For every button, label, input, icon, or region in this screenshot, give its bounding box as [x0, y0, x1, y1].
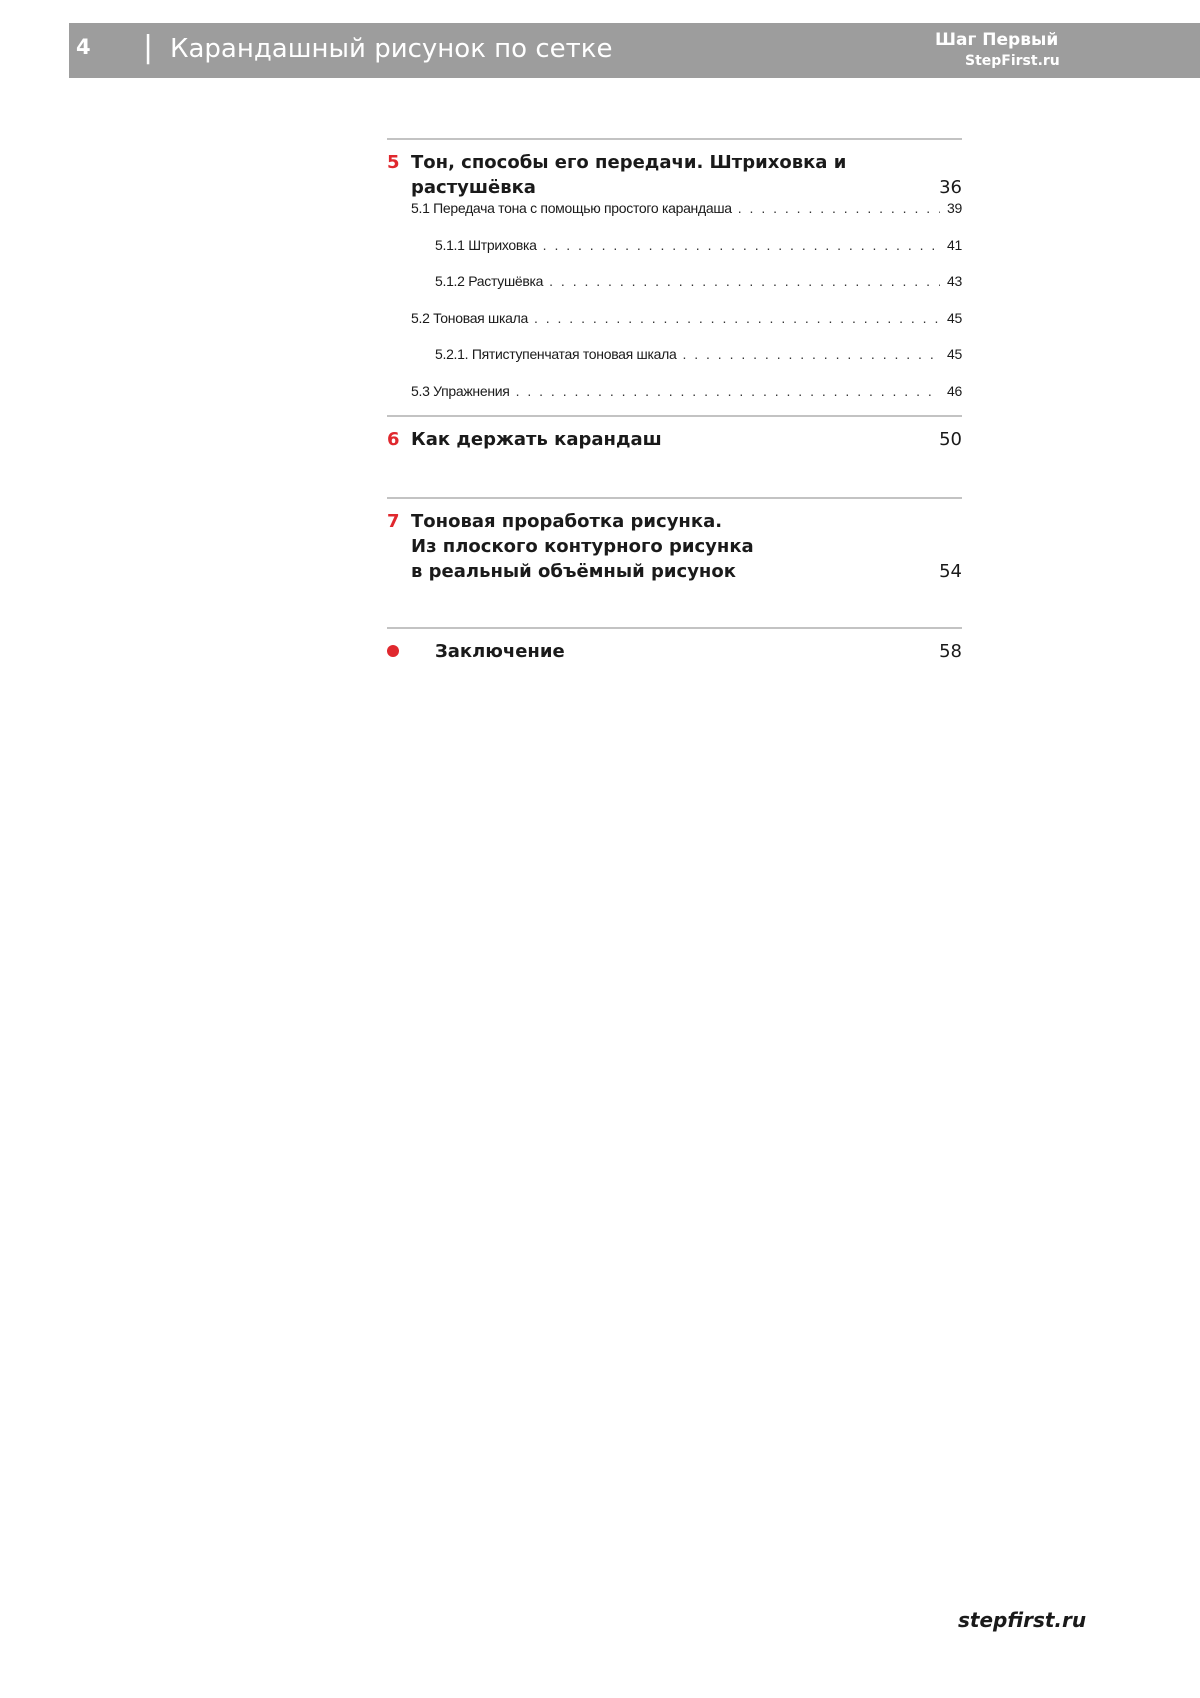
toc-section-heading[interactable]: [387, 417, 962, 452]
toc-section-5: [387, 138, 962, 415]
dot-leader: [549, 273, 940, 289]
section-number: 7: [387, 511, 400, 532]
section-page: 58: [939, 641, 962, 662]
toc-item-page: 39: [947, 200, 962, 216]
section-title: Тоновая проработка рисунка. Из плоского контурного рисунка в реальный объёмный рисунок: [411, 511, 754, 582]
section-page: 36: [939, 177, 962, 198]
page-number: 4: [76, 35, 91, 59]
brand-name: Шаг Первый: [935, 30, 1059, 50]
toc-section-6: [387, 415, 962, 497]
toc-item-label: 5.2 Тоновая шкала: [411, 309, 528, 326]
section-page: 50: [939, 429, 962, 450]
toc-section-7: [387, 497, 962, 627]
section-title: Заключение: [435, 641, 565, 662]
toc-item[interactable]: [387, 200, 962, 237]
dot-leader: [516, 383, 940, 399]
dot-leader: [682, 346, 940, 362]
dot-leader: [534, 310, 940, 326]
section-number: 6: [387, 429, 400, 450]
toc-section-heading[interactable]: [387, 140, 962, 200]
toc-item[interactable]: [387, 237, 962, 274]
page-header: [69, 23, 1200, 78]
section-number: 5: [387, 152, 400, 173]
dot-leader: [738, 200, 940, 216]
toc-item-label: 5.1.1 Штриховка: [435, 236, 537, 253]
section-title: Тон, способы его передачи. Штриховка и растушёвка: [411, 152, 847, 198]
toc-item[interactable]: [387, 273, 962, 310]
toc-section-heading[interactable]: [387, 499, 962, 584]
toc-item-label: 5.1 Передача тона с помощью простого карандаша: [411, 200, 732, 216]
dot-leader: [543, 237, 940, 253]
header-separator: |: [143, 30, 154, 65]
toc-item-label: 5.1.2 Растушёвка: [435, 273, 544, 289]
toc-item-page: 45: [947, 309, 962, 326]
brand-site: StepFirst.ru: [965, 53, 1060, 69]
section-page: 54: [939, 561, 962, 582]
footer-site: stepfirst.ru: [958, 1608, 1087, 1632]
toc-item-label: 5.3 Упражнения: [411, 382, 510, 399]
toc-conclusion: [387, 627, 962, 689]
toc-item[interactable]: [387, 346, 962, 383]
toc-item-page: 43: [947, 273, 962, 289]
toc-item[interactable]: [387, 310, 962, 347]
toc-item[interactable]: [387, 383, 962, 420]
toc-item-label: 5.2.1. Пятиступенчатая тоновая шкала: [435, 346, 677, 362]
section-title: Как держать карандаш: [411, 429, 662, 450]
table-of-contents: [387, 138, 962, 689]
toc-section-heading[interactable]: [387, 629, 962, 664]
toc-item-page: 45: [947, 346, 962, 362]
toc-item-page: 46: [947, 382, 962, 399]
document-title: Карандашный рисунок по сетке: [170, 34, 613, 64]
bullet-icon: [387, 645, 399, 657]
toc-item-page: 41: [947, 236, 962, 253]
